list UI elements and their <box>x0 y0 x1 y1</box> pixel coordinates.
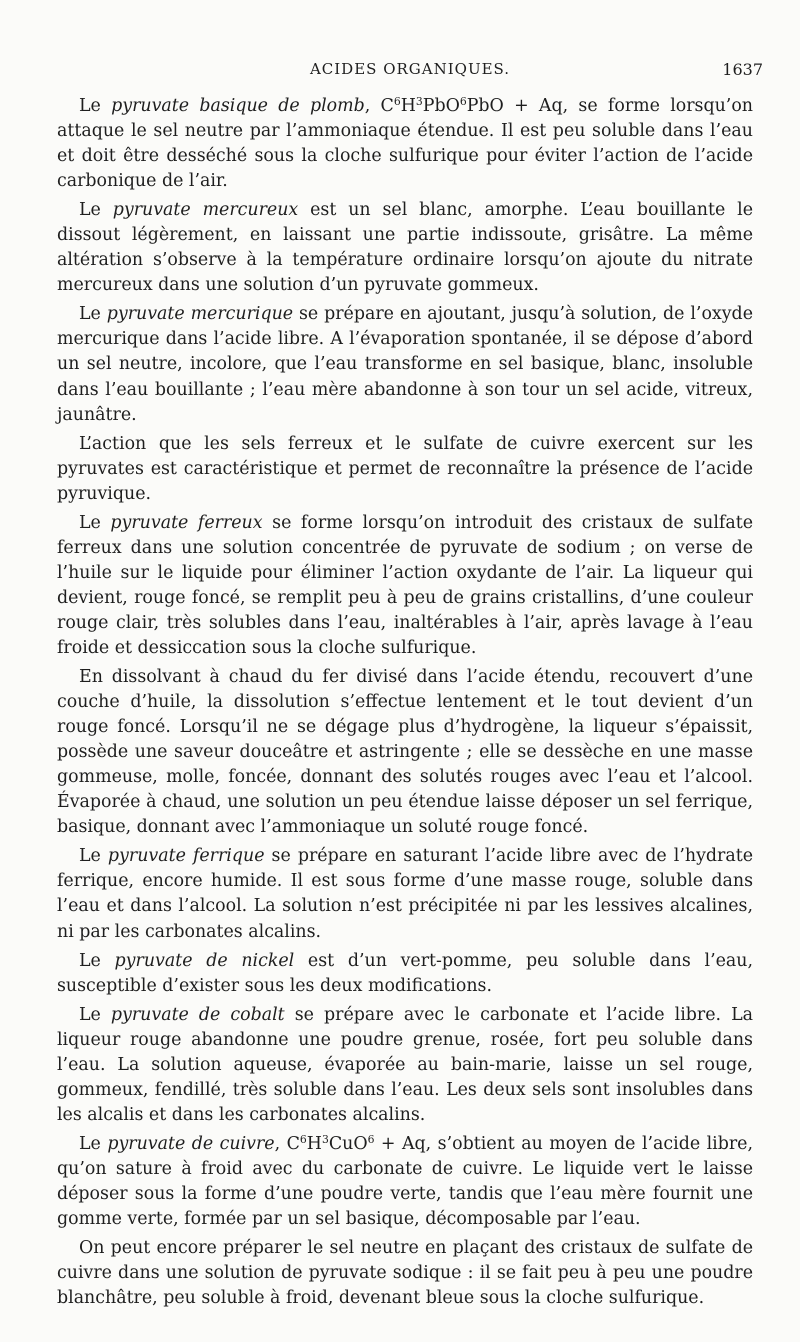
running-title: ACIDES ORGANIQUES. <box>309 60 511 78</box>
paragraph-fer-divise: En dissolvant à chaud du fer divisé dans l’acide étendu, recouvert d’une couche d’huile, la dissolution s’effectue lentement et le tout devient d’un rouge foncé. Lorsqu’il ne se dégage plus d’hydrogène, la liqueur s’épaissit, possède une saveur douceâtre et astringente ; elle se dessèche en une masse gommeuse, molle, foncée, donnant des solutés rouges avec l’eau et l’alcool. Évaporée à chaud, une solution un peu étendue laisse déposer un sel ferrique, basique, donnant avec l’ammoniaque un soluté rouge foncé. <box>57 667 753 838</box>
page-header <box>57 60 763 86</box>
term: pyruvate mercureux <box>112 200 299 221</box>
term: pyruvate de cuivre <box>107 1133 275 1154</box>
paragraph-sels-ferreux: L’action que les sels ferreux et le sulfate de cuivre exercent sur les pyruvates est caractéristique et permet de reconnaître la présence de l’acide pyruvique. <box>57 433 753 504</box>
paragraph-pyruvate-ferrique: Le pyruvate ferrique se prépare en saturant l’acide libre avec de l’hydrate ferrique, encore humide. Il est sous forme d’une masse rouge, soluble dans l’eau et dans l’alcool. La solution n’est précipitée ni par les lessives alcalines, ni par les carbonates alcalins. <box>57 846 753 942</box>
paragraph-pyruvate-ferreux: Le pyruvate ferreux se forme lorsqu’on introduit des cristaux de sulfate ferreux dans une solution concentrée de pyruvate de sodium ; on verse de l’huile sur le liquide pour éliminer l’action oxydante de l’air. La liqueur qui devient, rouge foncé, se remplit peu à peu de grains cristallins, d’une couleur rouge clair, très solubles dans l’eau, inaltérables à l’air, après lavage à l’eau froide et dessiccation sous la cloche sulfurique. <box>57 512 753 658</box>
paragraph-pyruvate-de-nickel: Le pyruvate de nickel est d’un vert-pomme, peu soluble dans l’eau, susceptible d’exister sous les deux modifications. <box>57 950 753 996</box>
paragraph-pyruvate-mercurique: Le pyruvate mercurique se prépare en ajoutant, jusqu’à solution, de l’oxyde mercurique dans l’acide libre. A l’évaporation spontanée, il se dépose d’abord un sel neutre, incolore, que l’eau transforme en sel basique, blanc, insoluble dans l’eau bouillante ; l’eau mère abandonne à son tour un sel acide, vitreux, jaunâtre. <box>57 304 753 425</box>
term: pyruvate basique de plomb <box>111 96 365 116</box>
term: pyruvate mercurique <box>106 304 294 325</box>
chemical-formula: , $C^6H^3PbO^6PbO + Aq$, <box>364 95 579 116</box>
body-text <box>57 94 753 1315</box>
paragraph-pyruvate-mercureux: Le pyruvate mercureux est un sel blanc, amorphe. L’eau bouillante le dissout légèrement, en laissant une partie indissoute, grisâtre. La même altération s’observe à la température ordinaire lorsqu’on ajoute du nitrate mercureux dans une solution d’un pyruvate gommeux. <box>57 200 753 296</box>
paragraph-pyruvate-de-cuivre: Le pyruvate de cuivre, $C^6H^3CuO^6 + Aq$, s’obtient au moyen de l’acide libre, qu’on sature à froid avec du carbonate de cuivre. Le liquide vert le laisse déposer sous la forme d’une poudre verte, tandis que l’eau mère fournit une gomme verte, formée par un sel basique, décomposable par l’eau. <box>57 1132 753 1230</box>
paragraph-pyruvate-basique-de-plomb: Le pyruvate basique de plomb, $C^6H^3PbO^6PbO + Aq$, se forme lorsqu’on attaque le sel neutre par l’ammoniaque étendue. Il est peu soluble dans l’eau et doit être desséché sous la cloche sulfurique pour éviter l’action de l’acide carbonique de l’air. <box>57 95 753 192</box>
paragraph-pyruvate-de-cobalt: Le pyruvate de cobalt se prépare avec le carbonate et l’acide libre. La liqueur rouge abandonne une poudre grenue, rosée, fort peu soluble dans l’eau. La solution aqueuse, évaporée au bain-marie, laisse un sel rouge, gommeux, fendillé, très soluble dans l’eau. Les deux sels sont insolubles dans les alcalis et dans les carbonates alcalins. <box>57 1004 754 1125</box>
term: pyruvate de nickel <box>114 950 295 971</box>
chemical-formula: , $C^6H^3CuO^6 + Aq$, <box>274 1132 438 1154</box>
term: pyruvate ferreux <box>110 512 263 533</box>
page-number: 1637 <box>722 60 763 79</box>
term: pyruvate de cobalt <box>110 1004 285 1025</box>
paragraph-sel-neutre: On peut encore préparer le sel neutre en plaçant des cristaux de sulfate de cuivre dans une solution de pyruvate sodique : il se fait peu à peu une poudre blanchâtre, peu soluble à froid, devenant bleue sous la cloche sulfurique. <box>57 1238 753 1309</box>
term: pyruvate ferrique <box>107 846 265 867</box>
